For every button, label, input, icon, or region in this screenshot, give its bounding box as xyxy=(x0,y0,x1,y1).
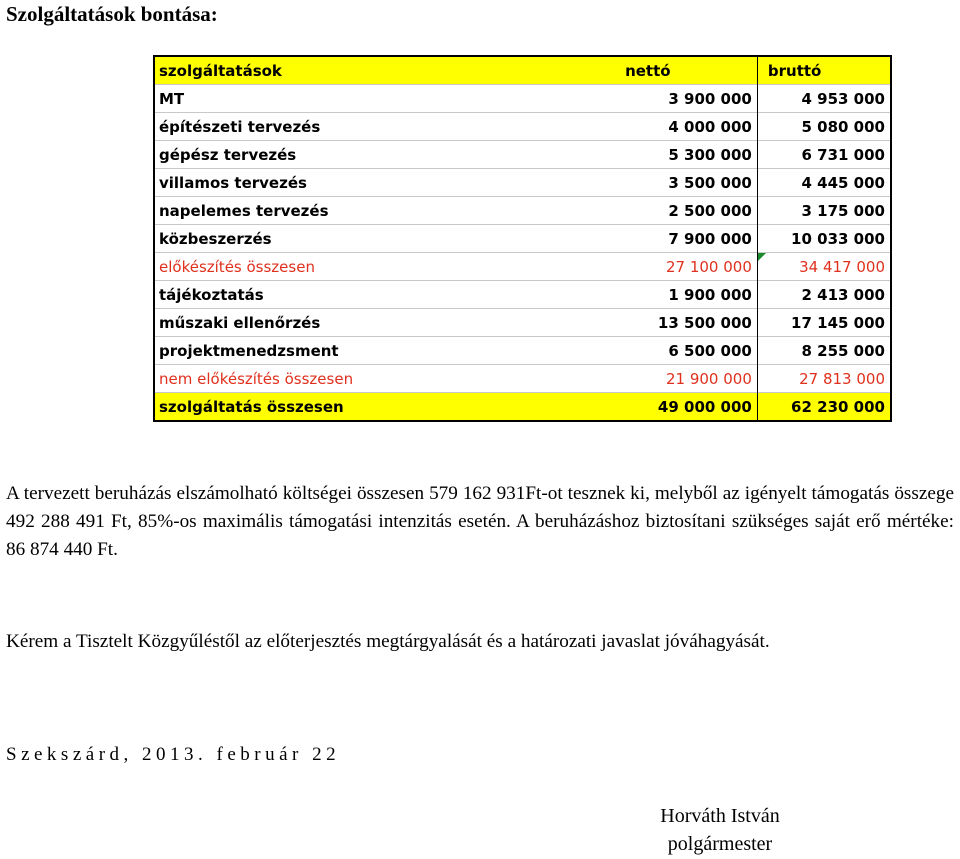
row-net: 21 900 000 xyxy=(615,365,757,393)
row-name: előkészítés összesen xyxy=(154,253,615,281)
row-net: 5 300 000 xyxy=(615,141,757,169)
table-row xyxy=(154,85,891,113)
row-gross: 3 175 000 xyxy=(757,197,891,225)
row-gross: 34 417 000 xyxy=(799,257,885,276)
signer-title: polgármester xyxy=(667,833,773,855)
total-row xyxy=(154,393,891,422)
subtotal-row xyxy=(154,365,891,393)
row-gross: 4 445 000 xyxy=(757,169,891,197)
request-paragraph: Kérem a Tisztelt Közgyűléstől az előterjesztés megtárgyalását és a határozati javaslat jóváhagyását. xyxy=(6,631,770,652)
row-gross: 5 080 000 xyxy=(757,113,891,141)
row-gross: 2 413 000 xyxy=(757,281,891,309)
comment-marker-icon xyxy=(758,253,766,261)
row-name: MT xyxy=(154,85,615,113)
row-name: gépész tervezés xyxy=(154,141,615,169)
header-net: nettó xyxy=(615,56,757,85)
row-gross: 4 953 000 xyxy=(757,85,891,113)
row-name: napelemes tervezés xyxy=(154,197,615,225)
table-row xyxy=(154,309,891,337)
row-net: 49 000 000 xyxy=(615,393,757,422)
signature-block xyxy=(620,802,820,858)
header-services: szolgáltatások xyxy=(154,56,615,85)
row-name: közbeszerzés xyxy=(154,225,615,253)
row-net: 13 500 000 xyxy=(615,309,757,337)
row-name: szolgáltatás összesen xyxy=(154,393,615,422)
row-net: 1 900 000 xyxy=(615,281,757,309)
row-net: 27 100 000 xyxy=(615,253,757,281)
table-row xyxy=(154,337,891,365)
row-gross: 62 230 000 xyxy=(757,393,891,422)
row-name: nem előkészítés összesen xyxy=(154,365,615,393)
row-gross: 27 813 000 xyxy=(757,365,891,393)
row-gross: 17 145 000 xyxy=(757,309,891,337)
table-row xyxy=(154,141,891,169)
table-header-row xyxy=(154,56,891,85)
row-name: projektmenedzsment xyxy=(154,337,615,365)
signer-name: Horváth István xyxy=(660,805,780,827)
row-net: 4 000 000 xyxy=(615,113,757,141)
services-table xyxy=(153,55,892,422)
row-net: 6 500 000 xyxy=(615,337,757,365)
table-row xyxy=(154,113,891,141)
row-net: 3 900 000 xyxy=(615,85,757,113)
table-row xyxy=(154,169,891,197)
row-name: villamos tervezés xyxy=(154,169,615,197)
subtotal-row xyxy=(154,253,891,281)
row-gross: 10 033 000 xyxy=(757,225,891,253)
header-gross: bruttó xyxy=(757,56,891,85)
row-net: 3 500 000 xyxy=(615,169,757,197)
table-row xyxy=(154,197,891,225)
table-row xyxy=(154,281,891,309)
table-row xyxy=(154,225,891,253)
place-date: Szekszárd, 2013. február 22 xyxy=(6,744,341,765)
row-net: 2 500 000 xyxy=(615,197,757,225)
section-heading: Szolgáltatások bontása: xyxy=(6,2,218,26)
row-gross: 6 731 000 xyxy=(757,141,891,169)
row-net: 7 900 000 xyxy=(615,225,757,253)
row-gross-commented xyxy=(757,253,891,281)
cost-summary-paragraph: A tervezett beruházás elszámolható költségei összesen 579 162 931Ft-ot tesznek ki, melyből az igényelt támogatás összege 492 288 491 Ft, 85%-os maximális támogatási intenzitás esetén. A beruházáshoz biztosítani szükséges saját erő mértéke: 86 874 440 Ft. xyxy=(6,483,954,560)
row-name: építészeti tervezés xyxy=(154,113,615,141)
row-gross: 8 255 000 xyxy=(757,337,891,365)
row-name: tájékoztatás xyxy=(154,281,615,309)
row-name: műszaki ellenőrzés xyxy=(154,309,615,337)
